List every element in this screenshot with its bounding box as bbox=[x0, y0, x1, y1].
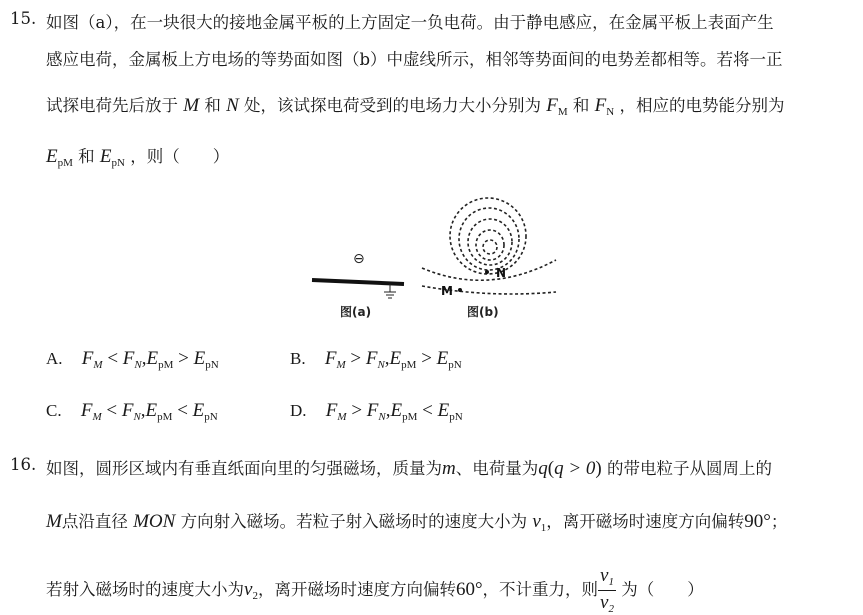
point-M-dot bbox=[458, 288, 462, 292]
q15-text-line3 bbox=[46, 92, 784, 118]
option-A-expression: $F_M < F_N,E_{pM} > E_{pN}$ bbox=[81, 348, 219, 371]
q15-text-line2: 感应电荷，金属板上方电场的等势面如图（b）中虚线所示，相邻等势面间的电势差都相等。若将一正 bbox=[46, 50, 783, 69]
var-F-N: F bbox=[594, 95, 607, 116]
equipotential-3 bbox=[468, 219, 512, 265]
metal-plate bbox=[312, 280, 404, 284]
q15-line4-mid: 和 bbox=[78, 147, 95, 166]
var-N: N bbox=[226, 95, 239, 116]
option-B-label: B. bbox=[290, 349, 306, 368]
var-m: m bbox=[442, 458, 456, 479]
var-q: q bbox=[538, 458, 548, 479]
figure-a-label: 图(a) bbox=[340, 305, 372, 319]
question-16-number: 16. bbox=[10, 455, 37, 474]
option-C-expression: $F_M < F_N,E_{pM} < E_{pN}$ bbox=[80, 400, 218, 423]
q16-text-line1: 如图，圆形区域内有垂直纸面向里的匀强磁场，质量为m、电荷量为q(q > 0) 的带电粒子从圆周上的 bbox=[46, 458, 772, 479]
option-D-expression: $F_M > F_N,E_{pM} < E_{pN}$ bbox=[325, 400, 463, 423]
q15-line3-part-c: 处，该试探电荷受到的电场力大小分别为 bbox=[244, 96, 542, 115]
figure-b bbox=[422, 198, 556, 294]
option-B-expression: $F_M > F_N,E_{pM} > E_{pN}$ bbox=[324, 348, 462, 371]
angle-60: 60° bbox=[455, 579, 483, 600]
sub-N: N bbox=[606, 106, 615, 118]
q15-line4-end: ，则（ ） bbox=[130, 147, 230, 166]
question-15-number: 15. bbox=[10, 9, 37, 28]
q15-text-line4 bbox=[46, 143, 229, 169]
q-condition: (q > 0) bbox=[547, 458, 602, 479]
option-A[interactable] bbox=[46, 348, 219, 371]
option-C[interactable] bbox=[46, 400, 218, 423]
q15-line3-part-b: 和 bbox=[204, 96, 221, 115]
fraction-v1-over-v2: $\frac{v_1}{v_2}$ bbox=[600, 565, 614, 615]
point-N-label: N bbox=[496, 266, 507, 280]
var-MON: MON bbox=[133, 511, 176, 532]
option-D[interactable] bbox=[290, 400, 463, 423]
equipotential-4 bbox=[476, 230, 504, 260]
equipotential-6 bbox=[422, 260, 556, 280]
var-M: M bbox=[183, 95, 200, 116]
sub-pM: pM bbox=[57, 157, 73, 169]
angle-90: 90° bbox=[744, 511, 771, 532]
negative-charge-symbol: ⊖ bbox=[353, 251, 365, 267]
figure-a bbox=[312, 251, 404, 319]
q16-text-line3: 若射入磁场时的速度大小为$v_2$，离开磁场时速度方向偏转60°，不计重力，则 $\frac{v_1}{v_2}$ 为（ ） bbox=[46, 565, 704, 615]
q15-figure bbox=[300, 196, 570, 326]
option-C-label: C. bbox=[46, 401, 62, 420]
var-M-2: M bbox=[46, 511, 62, 532]
equipotential-1 bbox=[450, 198, 526, 274]
option-D-label: D. bbox=[290, 401, 307, 420]
point-M-label: M bbox=[441, 284, 453, 298]
var-E-pN: E bbox=[99, 146, 112, 167]
q15-line3-part-d: 和 bbox=[572, 96, 590, 115]
q15-line3-part-e: ，相应的电势能分别为 bbox=[619, 96, 785, 115]
point-N-dot bbox=[485, 270, 489, 274]
figure-b-label: 图(b) bbox=[467, 305, 499, 319]
sub-M: M bbox=[557, 106, 568, 118]
q16-text-line2: M点沿直径 MON 方向射入磁场。若粒子射入磁场时的速度大小为 $v_1$，离开磁场时速度方向偏转90°； bbox=[46, 511, 788, 534]
var-F-M: F bbox=[546, 95, 558, 116]
var-v1: v bbox=[532, 511, 541, 532]
equipotential-5 bbox=[483, 240, 497, 254]
sub-pN: pN bbox=[111, 157, 125, 169]
q15-line3-part-a: 试探电荷先后放于 bbox=[46, 96, 178, 115]
var-E-pM: E bbox=[46, 146, 58, 167]
q15-text-line1: 如图（a），在一块很大的接地金属平板的上方固定一负电荷。由于静电感应，在金属平板上表面产生 bbox=[46, 13, 774, 32]
option-B[interactable] bbox=[290, 348, 462, 371]
option-A-label: A. bbox=[46, 349, 63, 368]
var-v2: v bbox=[244, 579, 253, 600]
